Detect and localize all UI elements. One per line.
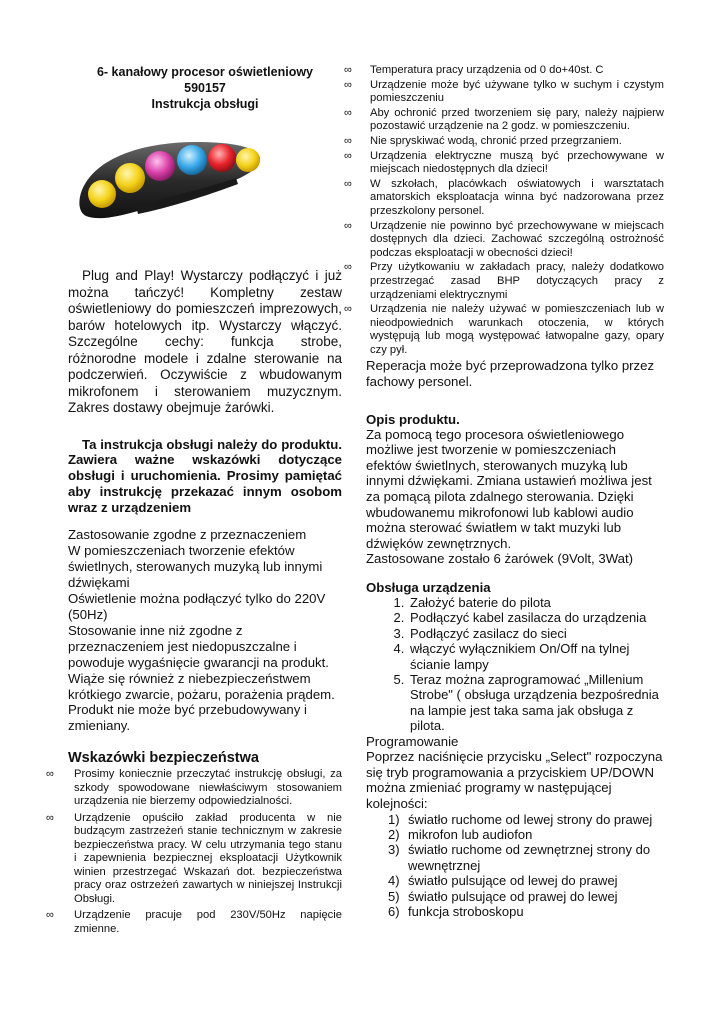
usage-line: Wiąże się również z niebezpieczeństwem [68,670,311,686]
list-item-text: Przy użytkowaniu w zakładach pracy, należy dodatkowo przestrzegać zasad BHP dotyczących pracy z urządzeniami elektrycznymi [370,261,664,301]
list-item-text: Prosimy koniecznie przeczytać instrukcję obsługi, za szkody spowodowane niewłaściwym stosowaniem urządzenia nie bierzemy odpowiedzialności. [74,768,342,808]
usage-line: W pomieszczeniach tworzenie efektów [68,543,295,559]
list-item [344,64,664,78]
list-item: 1. Założyć baterie do pilota [408,595,664,610]
list-item-text: światło pulsujące od prawej do lewej [408,888,618,904]
instruction-note: Ta instrukcja obsługi należy do produktu. Zawiera ważne wskazówki dotyczące obsługi i uruchomienia. Prosimy pamiętać aby instrukcję przekazać innym osobom wraz z urządzeniem [68,436,342,515]
intended-use-section [68,527,342,734]
list-item [388,873,664,889]
list-item-text: Nie spryskiwać wodą, chronić przed przegrzaniem. [370,134,622,147]
list-item [344,303,664,357]
list-item [388,904,664,920]
list-item [46,811,342,907]
list-item [344,78,664,106]
infinity-bullet-icon: ∞ [344,177,352,190]
usage-line: powoduje wygaśnięcie gwarancji na produkt. [68,654,329,670]
usage-line: zmieniany. [68,718,131,734]
pink-bulb [145,151,175,181]
list-item-text: Temperatura pracy urządzenia od 0 do+40st. C [370,64,604,76]
list-number: 5) [388,888,400,904]
infinity-bullet-icon: ∞ [344,149,352,162]
list-item-text: Urządzenie nie powinno być przechowywane w miejscach dostępnych dla dzieci. Zachować szczególną ostrożność podczas eksploatacji w obecności dzieci! [370,219,664,259]
operation-heading: Obsługa urządzenia [366,580,491,595]
list-item [344,219,664,261]
list-item [46,768,342,809]
yellow-bulb [115,163,145,193]
list-item [388,827,664,843]
left-column [46,64,342,939]
programming-text: Poprzez naciśnięcie przycisku „Select" rozpoczyna się tryb programowania a przyciskiem UP/DOWN można zmieniać programy w następującej kolejności: [366,749,663,812]
usage-line: świetlnych, sterowanych muzyką lub innymi [68,559,323,575]
usage-line: dźwiękami [68,575,130,591]
infinity-bullet-icon: ∞ [344,106,352,119]
list-item-text: Urządzenia nie należy używać w pomieszczeniach lub w nieodpowiednich warunkach otoczenia, w których występują lub mogą występować łatwopalne gazy, opary czy pył. [370,303,664,356]
infinity-bullet-icon: ∞ [344,261,352,274]
list-item [46,909,342,936]
yellow-bulb [88,180,116,208]
list-item-text: Urządzenie opuściło zakład producenta w nie budzącym zastrzeżeń stanie technicznym w zakresie bezpieczeństwa pracy. W celu utrzymania tego stanu i zapewnienia bezpiecznej eksploatacji Użytkownik winien przestrzegać Wskazań dot. bezpieczeństwa pracy oraz ostrzeżeń zawartych w niniejszej Instrukcji Obsługi. [74,811,342,905]
safety-list-continued [344,64,664,357]
list-item-text: Urządzenie pracuje pod 230V/50Hz napięcie zmienne. [74,909,342,935]
infinity-bullet-icon: ∞ [344,303,352,316]
usage-line: krótkiego zwarcie, pożaru, porażenia prądem. [68,686,335,702]
list-item: 4. włączyć wyłącznikiem On/Off na tylnej ścianie lampy [408,641,664,672]
list-item-text: światło pulsujące od lewej do prawej [408,873,618,889]
infinity-bullet-icon: ∞ [46,811,54,824]
list-item [344,134,664,149]
repair-note: Reperacja może być przeprowadzona tylko przez fachowy personel. [366,358,655,390]
usage-line: Oświetlenie można podłączyć tylko do 220V [68,591,326,607]
description-heading: Opis produktu. [366,411,460,427]
usage-line: Zastosowanie zgodne z przeznaczeniem [68,527,307,543]
list-number: 6) [388,904,400,920]
description-paragraph: Za pomocą tego procesora oświetleniowego możliwe jest tworzenie w pomieszczeniach efektów świetlnych, sterowanych muzyką lub innymi dźwiękami. Zmiana ustawień możliwa jest za pomącą pilota zdalnego sterowania. Dzięki wbudowanemu mikrofonowi lub kablowi audio można sterować światłem w takt muzyki lub dźwięków zewnętrznych. [366,426,652,551]
title-line: 6- kanałowy procesor oświetleniowy [96,65,314,79]
bulbs-note: Zastosowane zostało 6 żarówek (9Volt, 3Wat) [366,551,634,567]
list-number: 1) [388,811,400,827]
list-item-text: funkcja stroboskopu [408,904,524,920]
list-item-text: W szkołach, placówkach oświatowych i warsztatach amatorskich eksploatacja winna być nadzorowana przez przeszkolony personel. [370,177,664,217]
list-number: 4) [388,873,400,889]
list-item [388,811,664,827]
product-code: 590157 [184,81,226,95]
right-column [344,64,664,920]
usage-line: (50Hz) [68,607,108,623]
list-item: 2. Podłączyć kabel zasilacza do urządzenia [408,610,664,625]
product-photo [76,128,266,228]
list-item [344,149,664,177]
list-item [344,177,664,219]
intro-paragraph: Plug and Play! Wystarczy podłączyć i już można tańczyć! Kompletny zestaw oświetleniowy do pomieszczeń imprezowych, barów hotelowych itp. Wystarczy włączyć. Szczególne cechy: funkcja strobe, różnorodne modele i zdalne sterowanie na podczerwień. Oczywiście z wbudowanym mikrofonem i sterowaniem muzycznym. Zakres dostawy obejmuje żarówki. [68,268,342,415]
program-list [366,812,664,920]
infinity-bullet-icon: ∞ [344,219,352,232]
usage-line: przeznaczeniem jest niedopuszczalne i [68,638,297,654]
list-item: 5. Teraz można zaprogramować „Millenium Strobe" ( obsługa urządzenia bezpośrednia na lampie jest taka sama jak obsługa z pilota. [408,672,664,734]
yellow-bulb [236,148,260,172]
list-item [388,842,664,873]
list-item-text: Urządzenia elektryczne muszą być przechowywane w miejscach niedostępnych dla dzieci! [370,149,664,176]
list-number: 3) [388,842,400,858]
infinity-bullet-icon: ∞ [344,134,352,147]
safety-list [46,768,342,936]
infinity-bullet-icon: ∞ [344,64,352,76]
programming-label: Programowanie [366,733,459,749]
list-item-text: światło ruchome od lewej strony do prawej [408,811,653,827]
infinity-bullet-icon: ∞ [344,78,352,91]
list-number: 2) [388,827,400,843]
list-item-text: Urządzenie może być używane tylko w suchym i czystym pomieszczeniu [370,78,664,105]
title-subline: Instrukcja obsługi [151,97,259,111]
list-item [388,888,664,904]
infinity-bullet-icon: ∞ [46,909,54,922]
operation-steps [366,595,664,734]
document-title [68,64,342,112]
blue-bulb [177,145,207,175]
list-item [344,106,664,134]
red-bulb [208,144,236,172]
usage-line: Stosowanie inne niż zgodne z [68,622,243,638]
safety-heading: Wskazówki bezpieczeństwa [68,750,259,767]
list-item-text: mikrofon lub audiofon [408,827,533,843]
usage-line: Produkt nie może być przebudowywany i [68,702,307,718]
list-item [344,261,664,302]
list-item: 3. Podłączyć zasilacz do sieci [408,626,664,641]
list-item-text: Aby ochronić przed tworzeniem się pary, należy najpierw pozostawić urządzenie na 2 godz. w pomieszczeniu. [370,106,664,133]
list-item-text: światło ruchome od zewnętrznej strony do wewnętrznej [408,842,651,873]
infinity-bullet-icon: ∞ [46,768,54,781]
